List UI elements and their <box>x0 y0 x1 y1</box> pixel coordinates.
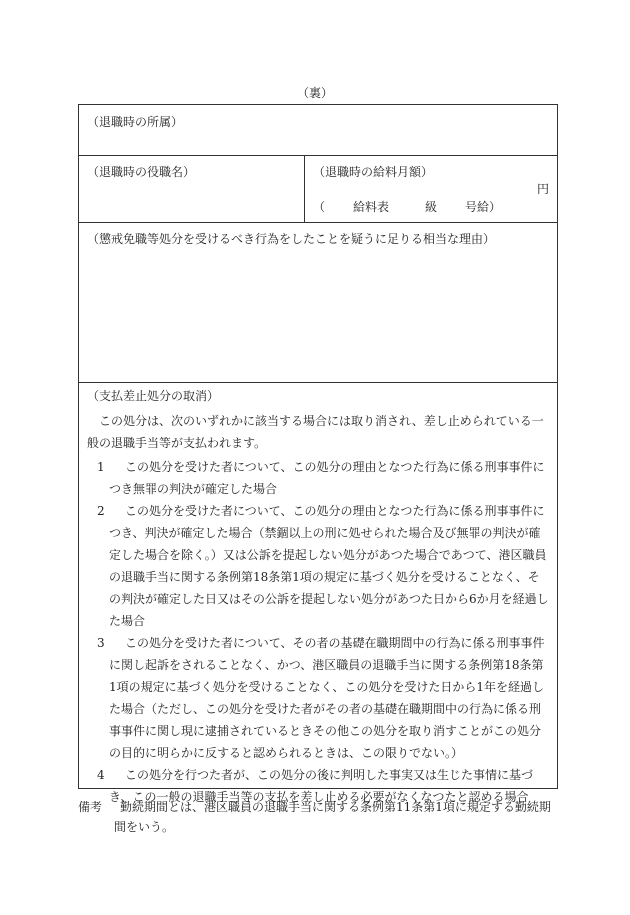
page-title: （裏） <box>296 86 333 100</box>
affiliation-field[interactable] <box>79 105 557 156</box>
salary-table-label: 給料表 <box>353 200 390 214</box>
notes-label: 備考 <box>78 800 103 814</box>
cancel-item-text: この処分を行つた者が、この処分の後に判明した事実又は生じた事情に基づき、この一般の退職手当等の支払を差し止める必要がなくなつたと認める場合 <box>109 768 534 804</box>
position-label: （退職時の役職名） <box>87 165 196 179</box>
cancel-heading: （支払差止処分の取消） <box>87 389 220 403</box>
grade-open: （ <box>313 200 326 214</box>
retirement-form <box>78 104 558 804</box>
notes <box>78 797 558 837</box>
step-label: 号給） <box>465 200 502 214</box>
cancel-item-text: この処分を受けた者について、この処分の理由となつた行為に係る刑事事件につき、判決が確定した場合（禁錮以上の刑に処せられた場合及び無罪の判決が確定した場合を除く。）又は公訴を提起しない処分があつた場合であつて、港区職員の退職手当に関する条例第18条第1項の規定に基づく処分を受けることなく、その判決が確定した日又はその公訴を提起しない処分があつた日から6か月を経過した場合 <box>109 504 549 628</box>
reason-label: （懲戒免職等処分を受けるべき行為をしたことを疑うに足りる相当な理由） <box>87 232 496 246</box>
position-field[interactable] <box>79 156 305 222</box>
cancel-item-number: 4 <box>97 768 105 782</box>
salary-label: （退職時の給料月額） <box>313 165 434 179</box>
salary-unit: 円 <box>536 182 549 196</box>
affiliation-label: （退職時の所属） <box>87 115 184 129</box>
position-salary-row <box>79 156 557 223</box>
cancel-item-text: この処分を受けた者について、この処分の理由となつた行為に係る刑事事件につき無罪の判決が確定した場合 <box>109 460 545 496</box>
cancel-item-number: 2 <box>97 504 105 518</box>
cancel-lead: この処分は、次のいずれかに該当する場合には取り消され、差し止められている一般の退職手当等が支払われます。 <box>87 414 544 450</box>
grade-label: 級 <box>425 200 438 214</box>
cancel-item <box>79 456 549 500</box>
cancel-item <box>79 632 549 764</box>
cancel-item-number: 1 <box>97 460 105 474</box>
notes-text: 勤続期間とは、港区職員の退職手当に関する条例第11条第1項に規定する勤続期間をいう。 <box>114 800 551 834</box>
cancel-item <box>79 500 549 632</box>
reason-field[interactable] <box>79 223 557 383</box>
salary-field[interactable] <box>305 156 557 222</box>
cancel-item-text: この処分を受けた者について、その者の基礎在職期間中の行為に係る刑事事件に関し起訴をされることなく、かつ、港区職員の退職手当に関する条例第18条第1項の規定に基づく処分を受けることなく、この処分を受けた日から1年を経過した場合（ただし、この処分を受けた者がその者の基礎在職期間中の行為に係る刑事事件に関し現に逮捕されているときその他この処分を取り消すことがこの処分の目的に明らかに反すると認められるときは、この限りでない。） <box>109 636 545 760</box>
cancel-item-number: 3 <box>97 636 105 650</box>
cancel-section <box>79 383 557 804</box>
